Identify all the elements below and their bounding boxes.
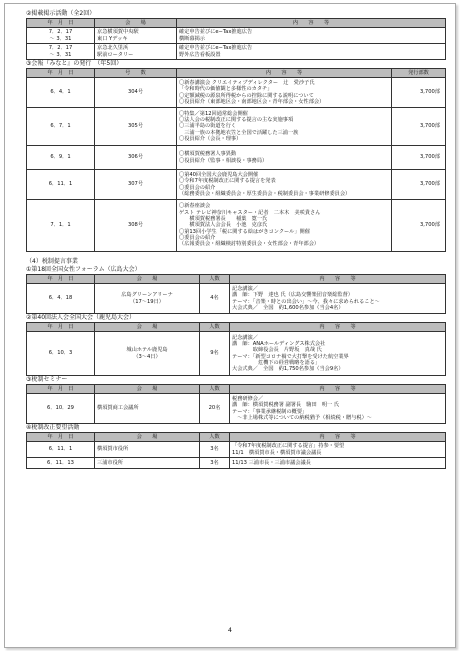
header-content: 内 容 等 [230,433,446,442]
count-cell: 3名 [200,458,230,469]
copies-cell: 3,700部 [392,170,446,200]
content-line: 「令和7年度税制改正に関する提言」持参・要望 [232,443,345,450]
date-end: ～ 3．31 [49,35,72,42]
header-count: 人数 [200,323,230,332]
date-start: 7．2．17 [48,29,73,36]
date-start: 7．2．17 [48,45,73,52]
header-copies: 発行部数 [392,69,446,78]
content-line: 確定申告並びにe−Tax推進広告 [179,45,253,52]
content-line: 〇三浦半島の街道を行く [179,123,237,130]
date-cell: 6．4．1 [27,78,95,108]
table-row [27,146,446,170]
content-cell [177,78,392,108]
count-cell: 20名 [200,394,230,424]
header-date: 年 月 日 [27,385,95,394]
section-title-seminar: ③税制セミナー [26,376,68,383]
content-line: 野外広告看板設置 [179,51,221,58]
table-row [27,44,446,60]
header-date: 年 月 日 [27,275,95,284]
count-cell: 3名 [200,442,230,458]
table-header-row [27,19,446,28]
content-line: 11/1 横須賀市長・横須賀市議会議長 [232,449,322,456]
section-heading-tax-proposal: （4）税制提言事業 [26,258,78,265]
table-header-row [27,433,446,442]
content-line: 記念講演／ [232,285,258,292]
header-date: 年 月 日 [27,433,95,442]
venue-line: 広島グリーンアリーナ [121,292,173,299]
content-line: 〇新春講演会 クリエイティブディレクター 辻 愛沙子氏 [179,79,315,86]
content-line: 〇横須賀税務署人事異動 [179,151,237,158]
header-date: 年 月 日 [27,19,95,28]
table-row [27,394,446,424]
copies-cell: 3,700部 [392,78,446,108]
date-cell: 6．11．1 [27,170,95,200]
venue-cell [95,28,177,44]
table-header-row [27,275,446,284]
issue-cell: 308号 [95,200,177,252]
copies-cell: 3,700部 [392,146,446,170]
content-cell [177,44,446,60]
date-cell: 6．4．18 [27,284,95,314]
content-line: 講 師：横須賀税務署 副署長 駒田 明一 氏 [232,402,340,409]
section-title-kanban: ②掲載掲示活動（全2回） [26,10,96,17]
header-count: 人数 [200,433,230,442]
content-cell [177,146,392,170]
venue-line: （3～4日） [133,353,161,360]
venue-cell: 三浦市役所 [95,458,200,469]
content-line: 確定申告並びにe−Tax推進広告 [179,29,253,36]
header-content: 内 容 等 [230,323,446,332]
content-line: 〇委員会の紹介 [179,234,216,241]
table-row [27,108,446,146]
table-row [27,200,446,252]
content-line: 講 師：ANAホールディングス株式会社 [232,340,326,347]
content-line: テーマ：「音楽・時との出会い」～今、我々に求められること～ [232,298,380,305]
issue-cell: 304号 [95,78,177,108]
content-cell [177,108,392,146]
date-cell: 6．9．1 [27,146,95,170]
venue-cell [95,284,200,314]
venue-line: （17～19日） [130,298,164,305]
content-cell [230,442,446,458]
venue-line: 駅前ロータリー [97,51,134,58]
header-count: 人数 [200,275,230,284]
date-cell: 6．11．13 [27,458,95,469]
content-cell [177,200,392,252]
section-title-national: ②第40回法人会全国大会（鹿児島大会） [26,314,136,321]
content-cell [230,332,446,376]
section-title-minato: ③会報『みなと』の発行 （年5回） [26,60,123,67]
content-line: 横須賀税務署長 稲葉 寛一氏 [179,216,268,223]
date-cell: 6．10．3 [27,332,95,376]
table-header-row [27,385,446,394]
venue-cell: 横須賀商工会議所 [95,394,200,424]
header-venue: 会 場 [95,385,200,394]
table-petition [26,432,446,469]
header-content: 内 容 等 [177,69,392,78]
count-cell: 4名 [200,284,230,314]
content-line: 大会式典／ 全国 約1,600名参加（当会4名） [232,304,344,311]
header-venue: 会 場 [95,19,177,28]
content-line: ゲスト テレビ神奈川キャスター・記者 二本木 美咲貴さん [179,209,321,216]
content-cell [230,458,446,469]
copies-cell: 3,700部 [392,108,446,146]
section-title-petition: ④税制改正要望活動 [26,424,80,431]
table-row [27,28,446,44]
content-line: 危機下の経営戦略を語る」 [232,359,321,366]
issue-cell: 305号 [95,108,177,146]
header-venue: 会 場 [95,323,200,332]
content-line: 〇役員紹介（会長・理事） [179,135,242,142]
header-date: 年 月 日 [27,323,95,332]
venue-cell [95,44,177,60]
content-line: 〇委員会の紹介 [179,184,216,191]
issue-cell: 306号 [95,146,177,170]
content-line: 〇定額減税の源泉所得税からの控除に関する説明について [179,92,314,99]
page-number: 4 [227,626,233,634]
header-content: 内 容 等 [230,275,446,284]
table-row [27,78,446,108]
content-line: 〇新春座談会 [179,203,211,210]
table-header-row [27,323,446,332]
header-date: 年 月 日 [27,69,95,78]
header-count: 人数 [200,385,230,394]
content-line: （広報委員会・組織検討特別委員会・女性部会・青年部会） [179,241,320,248]
table-header-row [27,69,446,78]
table-forum [26,274,446,314]
document-page [4,3,456,648]
date-cell: 6．10．29 [27,394,95,424]
content-cell [230,284,446,314]
content-line: 税務研修会／ [232,395,264,402]
table-row [27,332,446,376]
header-issue: 号 数 [95,69,177,78]
header-venue: 会 場 [95,433,200,442]
date-cell: 6．11．1 [27,442,95,458]
copies-cell: 3,700部 [392,200,446,252]
header-content: 内 容 等 [230,385,446,394]
venue-cell: 横須賀市役所 [95,442,200,458]
venue-cell [95,332,200,376]
content-line: 〇法人会の税制改正に関する提言の主な実施事項 [179,117,294,124]
date-cell: 7．1．1 [27,200,95,252]
table-national [26,322,446,376]
table-seminar [26,384,446,424]
content-line: 横断幕掲示 [179,35,205,42]
issue-cell: 307号 [95,170,177,200]
venue-line: 東口 Yデッキ [97,35,128,42]
content-line: 〇第13回小学生「税に関する絵はがきコンクール」開催 [179,228,310,235]
content-line: 「令和時代の価値観と多様性のカタチ」 [179,86,273,93]
table-kanban [26,18,446,60]
content-line: 講 師：下野 達也 氏（広島交響楽団音楽総監督） [232,292,353,299]
content-cell [177,170,392,200]
table-row [27,458,446,469]
content-line: 大会式典／ 全国 約1,750名参加（当会9名） [232,366,344,373]
header-content: 内 容 等 [177,19,446,28]
venue-line: 京急横須賀中央駅 [97,29,139,36]
content-line: 〇第40回全国大会鹿児島大会開催 [179,171,259,178]
content-line: 横須賀法人会会長 小池 克彦氏 [179,222,268,229]
content-line: （総務委員会・組織委員会・厚生委員会・税制委員会・事業研修委員会） [179,190,351,197]
table-row [27,442,446,458]
venue-line: 城山ホテル鹿児島 [126,347,168,354]
content-line: 取締役会長 片野坂 真哉 氏 [232,347,322,354]
date-cell [27,44,95,60]
content-line: 〇役員紹介（監事・相談役・事務局） [179,157,268,164]
table-row [27,284,446,314]
content-cell [177,28,446,44]
content-line: 11/13 三浦市長・三浦市議会議長 [232,459,311,466]
content-line: テーマ：「新型コロナ禍で大打撃を受けた航空業界 [232,353,349,360]
content-line: 〇役員紹介（東部地区会・南部地区会・青年部会・女性部会） [179,98,325,105]
count-cell: 9名 [200,332,230,376]
content-line: ～非上場株式等についての納税猶予（相続税・贈与税）～ [232,414,372,421]
content-line: 〇令和7年度税制改正に関する提言を発表 [179,178,276,185]
date-cell: 6．7．1 [27,108,95,146]
content-cell [230,394,446,424]
date-end: ～ 3．31 [49,51,72,58]
date-cell [27,28,95,44]
table-minato [26,68,446,252]
venue-line: 京急北久里浜 [97,45,129,52]
content-line: 記念講演／ [232,334,258,341]
header-venue: 会 場 [95,275,200,284]
content-line: テーマ：「事業承継税制の概要」 [232,408,308,415]
document-content [26,10,445,469]
table-row [27,170,446,200]
content-line: 〇特集／第12回通常総会開催 [179,110,248,117]
content-line: 三浦一族の本拠地衣笠と全国で活躍した三浦一族 [179,129,299,136]
section-title-forum: ①第18回全国女性フォーラム（広島大会） [26,266,141,273]
